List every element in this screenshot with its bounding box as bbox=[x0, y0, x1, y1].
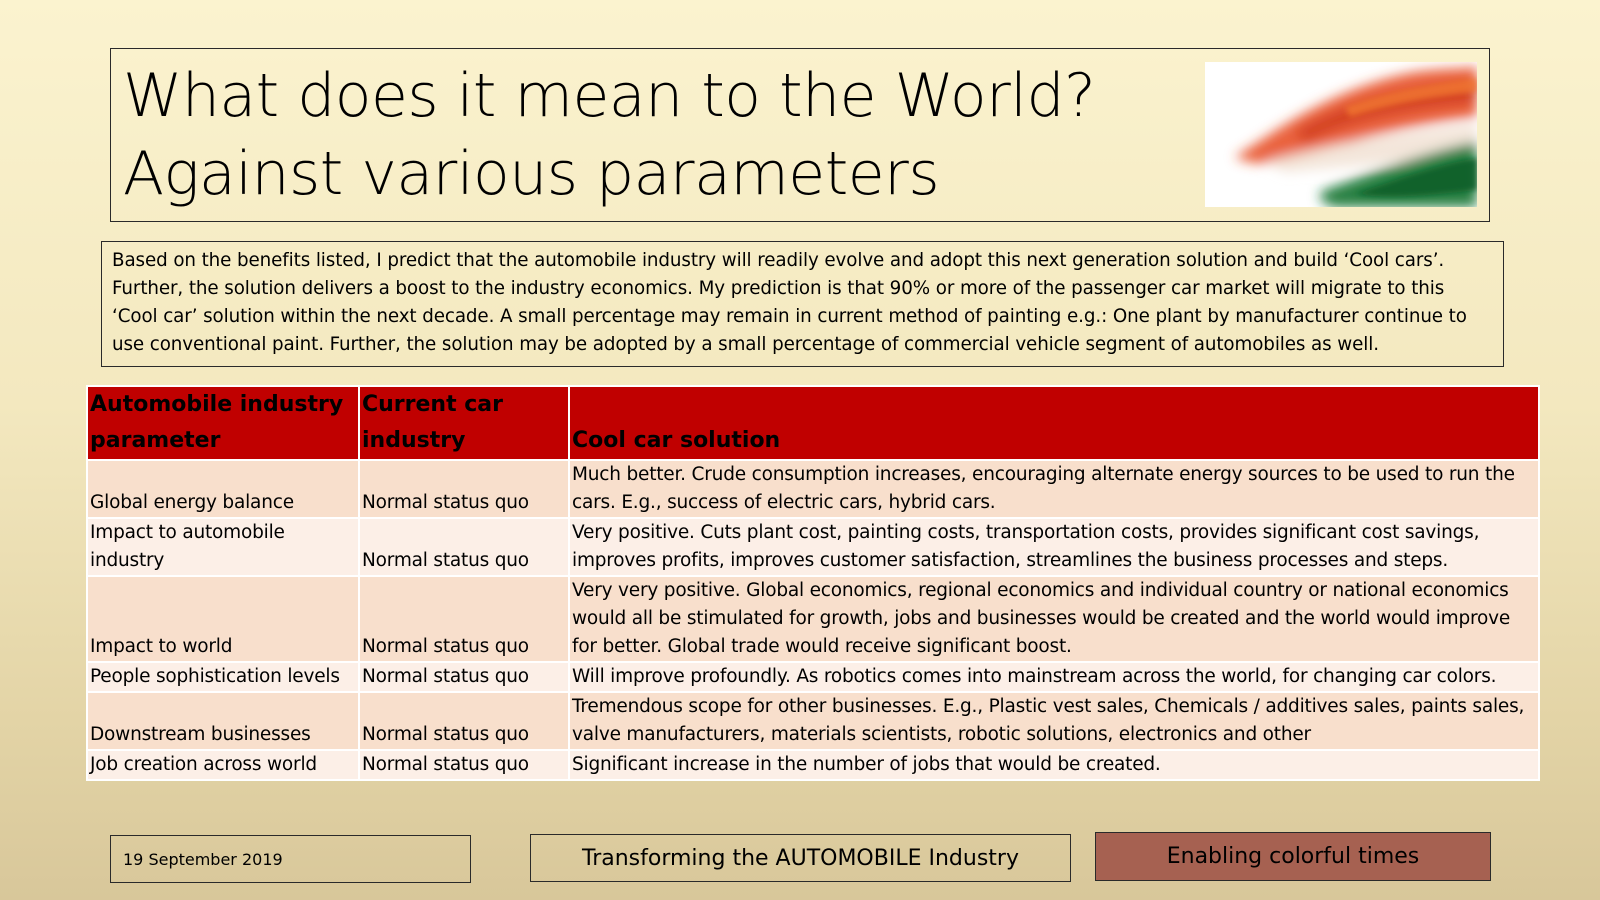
parameter-cell: People sophistication levels bbox=[87, 662, 359, 692]
table-row bbox=[87, 662, 1539, 692]
table-row bbox=[87, 518, 1539, 576]
flag-brushstroke-icon bbox=[1205, 62, 1477, 207]
title-line-1: What does it mean to the World? bbox=[123, 61, 1096, 131]
solution-cell: Very positive. Cuts plant cost, painting costs, transportation costs, provides significant cost savings, improves profits, improves customer satisfaction, streamlines the business processes and steps. bbox=[569, 518, 1539, 576]
tricolor-flag-image bbox=[1205, 62, 1477, 207]
solution-cell: Will improve profoundly. As robotics comes into mainstream across the world, for changing car colors. bbox=[569, 662, 1539, 692]
parameter-cell: Impact to automobile industry bbox=[87, 518, 359, 576]
current-cell: Normal status quo bbox=[359, 576, 569, 662]
slide-title bbox=[123, 57, 1163, 213]
header-cool-car: Cool car solution bbox=[569, 386, 1539, 460]
current-cell: Normal status quo bbox=[359, 662, 569, 692]
table-row bbox=[87, 576, 1539, 662]
table-row bbox=[87, 460, 1539, 518]
parameter-cell: Global energy balance bbox=[87, 460, 359, 518]
current-cell: Normal status quo bbox=[359, 750, 569, 780]
current-cell: Normal status quo bbox=[359, 692, 569, 750]
footer-date: 19 September 2019 bbox=[110, 835, 471, 883]
comparison-table bbox=[86, 385, 1540, 781]
intro-paragraph: Based on the benefits listed, I predict that the automobile industry will readily evolve and adopt this next generation solution and build ‘Cool cars’. Further, the solution delivers a boost to the industry economics. My prediction is that 90% or more of the passenger car market will migrate to this ‘Cool car’ solution within the next decade. A small percentage may remain in current method of painting e.g.: One plant by manufacturer continue to use conventional paint. Further, the solution may be adopted by a small percentage of commercial vehicle segment of automobiles as well. bbox=[101, 241, 1504, 367]
current-cell: Normal status quo bbox=[359, 518, 569, 576]
solution-cell: Much better. Crude consumption increases, encouraging alternate energy sources to be used to run the cars. E.g., success of electric cars, hybrid cars. bbox=[569, 460, 1539, 518]
solution-cell: Significant increase in the number of jobs that would be created. bbox=[569, 750, 1539, 780]
header-current-industry: Current car industry bbox=[359, 386, 569, 460]
footer-tagline: Enabling colorful times bbox=[1095, 832, 1491, 881]
title-box bbox=[110, 48, 1490, 222]
parameter-cell: Downstream businesses bbox=[87, 692, 359, 750]
solution-cell: Tremendous scope for other businesses. E.g., Plastic vest sales, Chemicals / additives sales, paints sales, valve manufacturers, materials scientists, robotic solutions, electronics and other bbox=[569, 692, 1539, 750]
parameter-cell: Impact to world bbox=[87, 576, 359, 662]
parameter-cell: Job creation across world bbox=[87, 750, 359, 780]
footer-title: Transforming the AUTOMOBILE Industry bbox=[530, 834, 1071, 882]
title-line-2: Against various parameters bbox=[123, 139, 940, 209]
table-header-row bbox=[87, 386, 1539, 460]
current-cell: Normal status quo bbox=[359, 460, 569, 518]
table-row bbox=[87, 692, 1539, 750]
table-row bbox=[87, 750, 1539, 780]
solution-cell: Very very positive. Global economics, regional economics and individual country or national economics would all be stimulated for growth, jobs and businesses would be created and the world would improve for better. Global trade would receive significant boost. bbox=[569, 576, 1539, 662]
header-parameter: Automobile industry parameter bbox=[87, 386, 359, 460]
